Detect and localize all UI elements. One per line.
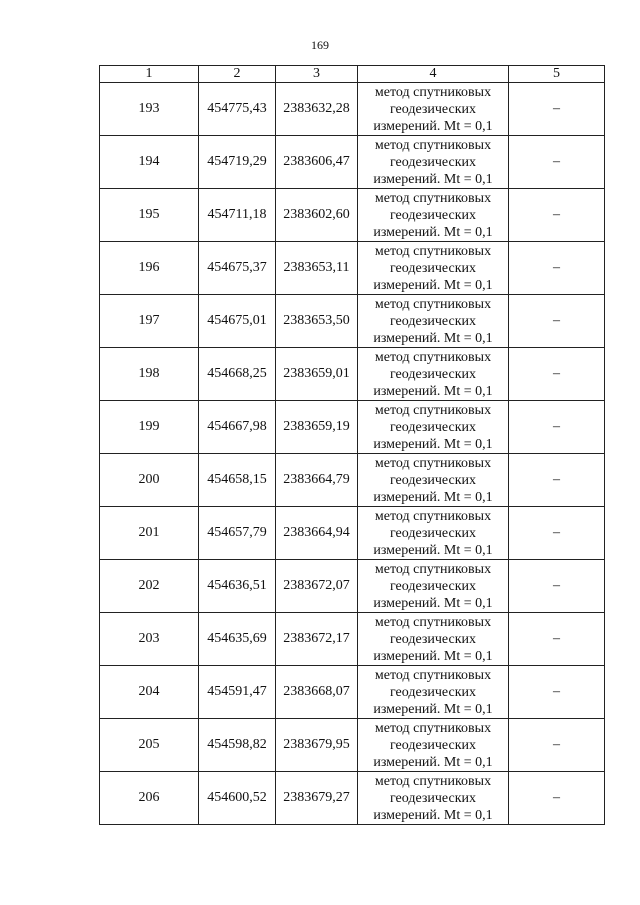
method-cell: метод спутниковых геодезических измерений. Mt = 0,1 [358, 295, 509, 348]
y-coordinate-cell: 2383632,28 [276, 83, 358, 136]
table-row [100, 295, 605, 348]
method-cell: метод спутниковых геодезических измерений. Mt = 0,1 [358, 666, 509, 719]
point-number-cell: 195 [100, 189, 199, 242]
point-number-cell: 198 [100, 348, 199, 401]
y-coordinate-cell: 2383679,27 [276, 772, 358, 825]
y-coordinate-cell: 2383653,11 [276, 242, 358, 295]
method-cell: метод спутниковых геодезических измерений. Mt = 0,1 [358, 719, 509, 772]
method-cell: метод спутниковых геодезических измерений. Mt = 0,1 [358, 772, 509, 825]
x-coordinate-cell: 454657,79 [199, 507, 276, 560]
method-cell: метод спутниковых геодезических измерений. Mt = 0,1 [358, 560, 509, 613]
x-coordinate-cell: 454667,98 [199, 401, 276, 454]
x-coordinate-cell: 454635,69 [199, 613, 276, 666]
y-coordinate-cell: 2383659,19 [276, 401, 358, 454]
x-coordinate-cell: 454719,29 [199, 136, 276, 189]
x-coordinate-cell: 454711,18 [199, 189, 276, 242]
note-cell: – [509, 507, 605, 560]
column-header-3: 3 [276, 66, 358, 83]
method-cell: метод спутниковых геодезических измерений. Mt = 0,1 [358, 83, 509, 136]
table-row [100, 666, 605, 719]
method-cell: метод спутниковых геодезических измерений. Mt = 0,1 [358, 613, 509, 666]
page-number: 169 [311, 38, 329, 52]
point-number-cell: 206 [100, 772, 199, 825]
column-header-5: 5 [509, 66, 605, 83]
point-number-cell: 200 [100, 454, 199, 507]
note-cell: – [509, 348, 605, 401]
y-coordinate-cell: 2383606,47 [276, 136, 358, 189]
note-cell: – [509, 454, 605, 507]
y-coordinate-cell: 2383664,79 [276, 454, 358, 507]
table-row [100, 454, 605, 507]
table-row [100, 560, 605, 613]
table-row [100, 507, 605, 560]
y-coordinate-cell: 2383679,95 [276, 719, 358, 772]
note-cell: – [509, 613, 605, 666]
x-coordinate-cell: 454636,51 [199, 560, 276, 613]
table-row [100, 613, 605, 666]
x-coordinate-cell: 454668,25 [199, 348, 276, 401]
y-coordinate-cell: 2383672,07 [276, 560, 358, 613]
note-cell: – [509, 83, 605, 136]
table-row [100, 772, 605, 825]
note-cell: – [509, 666, 605, 719]
table-row [100, 189, 605, 242]
table-body [100, 83, 605, 825]
note-cell: – [509, 401, 605, 454]
point-number-cell: 204 [100, 666, 199, 719]
table-row [100, 242, 605, 295]
note-cell: – [509, 295, 605, 348]
point-number-cell: 194 [100, 136, 199, 189]
note-cell: – [509, 560, 605, 613]
table-row [100, 136, 605, 189]
method-cell: метод спутниковых геодезических измерений. Mt = 0,1 [358, 507, 509, 560]
method-cell: метод спутниковых геодезических измерений. Mt = 0,1 [358, 348, 509, 401]
point-number-cell: 193 [100, 83, 199, 136]
note-cell: – [509, 136, 605, 189]
table-header-row [100, 66, 605, 83]
method-cell: метод спутниковых геодезических измерений. Mt = 0,1 [358, 242, 509, 295]
y-coordinate-cell: 2383602,60 [276, 189, 358, 242]
y-coordinate-cell: 2383672,17 [276, 613, 358, 666]
y-coordinate-cell: 2383659,01 [276, 348, 358, 401]
point-number-cell: 205 [100, 719, 199, 772]
column-header-2: 2 [199, 66, 276, 83]
point-number-cell: 202 [100, 560, 199, 613]
table-row [100, 401, 605, 454]
table-row [100, 348, 605, 401]
point-number-cell: 201 [100, 507, 199, 560]
table-row [100, 83, 605, 136]
y-coordinate-cell: 2383668,07 [276, 666, 358, 719]
x-coordinate-cell: 454598,82 [199, 719, 276, 772]
point-number-cell: 203 [100, 613, 199, 666]
x-coordinate-cell: 454591,47 [199, 666, 276, 719]
point-number-cell: 197 [100, 295, 199, 348]
x-coordinate-cell: 454675,01 [199, 295, 276, 348]
table-row [100, 719, 605, 772]
x-coordinate-cell: 454775,43 [199, 83, 276, 136]
column-header-1: 1 [100, 66, 199, 83]
x-coordinate-cell: 454658,15 [199, 454, 276, 507]
x-coordinate-cell: 454600,52 [199, 772, 276, 825]
y-coordinate-cell: 2383664,94 [276, 507, 358, 560]
coordinates-table [99, 65, 605, 825]
point-number-cell: 196 [100, 242, 199, 295]
method-cell: метод спутниковых геодезических измерений. Mt = 0,1 [358, 401, 509, 454]
note-cell: – [509, 772, 605, 825]
method-cell: метод спутниковых геодезических измерений. Mt = 0,1 [358, 189, 509, 242]
note-cell: – [509, 719, 605, 772]
method-cell: метод спутниковых геодезических измерений. Mt = 0,1 [358, 136, 509, 189]
point-number-cell: 199 [100, 401, 199, 454]
y-coordinate-cell: 2383653,50 [276, 295, 358, 348]
column-header-4: 4 [358, 66, 509, 83]
method-cell: метод спутниковых геодезических измерений. Mt = 0,1 [358, 454, 509, 507]
note-cell: – [509, 189, 605, 242]
x-coordinate-cell: 454675,37 [199, 242, 276, 295]
note-cell: – [509, 242, 605, 295]
